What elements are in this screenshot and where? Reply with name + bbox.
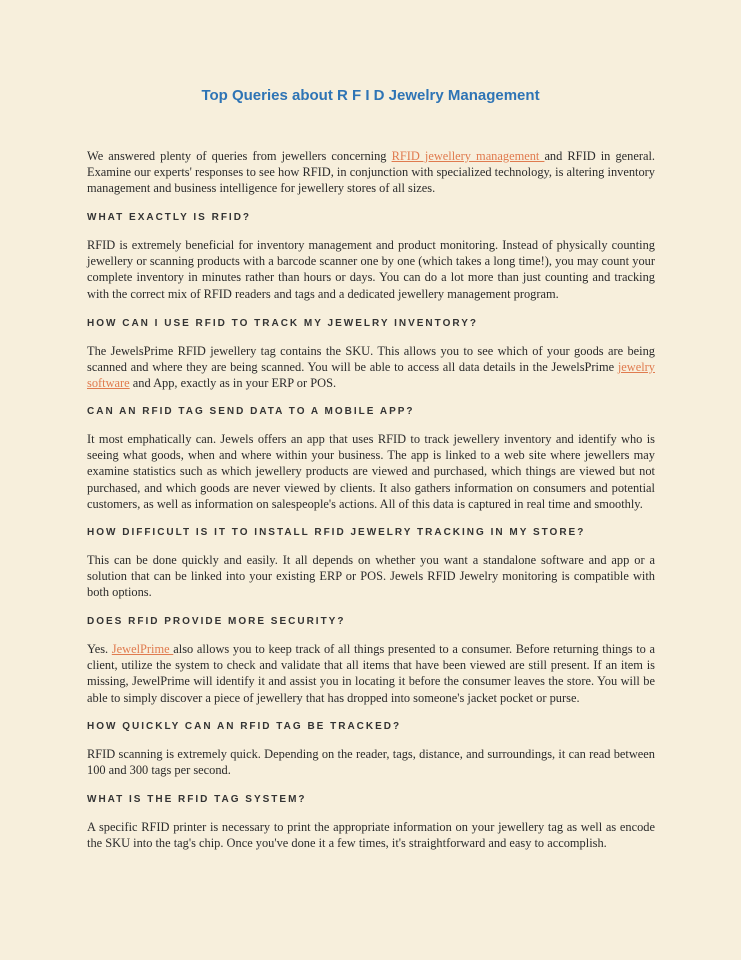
- section-body-tag-system: A specific RFID printer is necessary to print the appropriate information on your jewellery tag as well as encode the SKU into the tag's chip. Once you've done it a few times, it's straightforward and easy to accomplish.: [87, 820, 655, 851]
- section-body-install: This can be done quickly and easily. It all depends on whether you want a standalone software and app or a solution that can be linked into your existing ERP or POS. Jewels RFID Jewelry monitoring is compatible with both options.: [87, 553, 655, 600]
- section-body-mobile-app: It most emphatically can. Jewels offers an app that uses RFID to track jewellery inventory and identify who is seeing what goods, when and where within your business. The app is linked to a web site where jewellers may examine statistics such as which jewellery products are viewed and purchased, which things are viewed but not purchased, and which goods are never viewed by clients. It also gathers information on consumers and potential customers, as well as information on salespeople's actions. All of this data is captured in real time and smoothly.: [87, 432, 655, 511]
- section-body-what-is-rfid: RFID is extremely beneficial for inventory management and product monitoring. Instead of physically counting jewellery or scanning products with a barcode scanner one by one (which takes a long time!), you may count your complete inventory in minutes rather than hours or days. You can do a lot more than just counting and tracking with the correct mix of RFID readers and tags and a dedicated jewellery management program.: [87, 238, 655, 301]
- section-heading-mobile-app: CAN AN RFID TAG SEND DATA TO A MOBILE APP?: [87, 406, 415, 417]
- section-heading-install: HOW DIFFICULT IS IT TO INSTALL RFID JEWELRY TRACKING IN MY STORE?: [87, 527, 586, 538]
- security-text-before-link: Yes.: [87, 642, 112, 656]
- section-body-tracking-speed: RFID scanning is extremely quick. Depending on the reader, tags, distance, and surroundings, it can read between 100 and 300 tags per second.: [87, 747, 655, 778]
- section-heading-track-inventory: HOW CAN I USE RFID TO TRACK MY JEWELRY INVENTORY?: [87, 318, 478, 329]
- jewelprime-link[interactable]: JewelPrime: [111, 642, 174, 656]
- section-body-security: [87, 641, 655, 706]
- jewelry-software-link[interactable]: jewelry software: [87, 360, 655, 391]
- section-body-track-inventory: [87, 343, 655, 392]
- section-heading-tag-system: WHAT IS THE RFID TAG SYSTEM?: [87, 794, 307, 805]
- intro-paragraph: [87, 148, 655, 197]
- section-heading-what-is-rfid: WHAT EXACTLY IS RFID?: [87, 212, 252, 223]
- section-heading-tracking-speed: HOW QUICKLY CAN AN RFID TAG BE TRACKED?: [87, 721, 402, 732]
- security-text-after-link: also allows you to keep track of all things presented to a consumer. Before returning things to a client, utilize the system to check and validate that all items that have been viewed are still present. If an item is missing, JewelPrime will identify it and assist you in locating it before the consumer leaves the store. You will be able to simply discover a piece of jewellery that has dropped into someone's jacket pocket or purse.: [87, 642, 655, 705]
- intro-text-before-link: We answered plenty of queries from jewellers concerning: [87, 149, 392, 163]
- intro-text-after-link: and RFID in general. Examine our experts' responses to see how RFID, in conjunction with specialized technology, is altering inventory management and business intelligence for jewellery stores of all sizes.: [87, 149, 655, 196]
- track-inventory-text-before-link: The JewelsPrime RFID jewellery tag contains the SKU. This allows you to see which of your goods are being scanned and where they are being scanned. You will be able to access all data details in the JewelsPrime: [87, 344, 655, 375]
- section-heading-security: DOES RFID PROVIDE MORE SECURITY?: [87, 616, 346, 627]
- page-title: Top Queries about R F I D Jewelry Management: [201, 87, 540, 104]
- rfid-jewellery-management-link[interactable]: RFID jewellery management: [391, 149, 545, 163]
- track-inventory-text-after-link: and App, exactly as in your ERP or POS.: [129, 376, 337, 391]
